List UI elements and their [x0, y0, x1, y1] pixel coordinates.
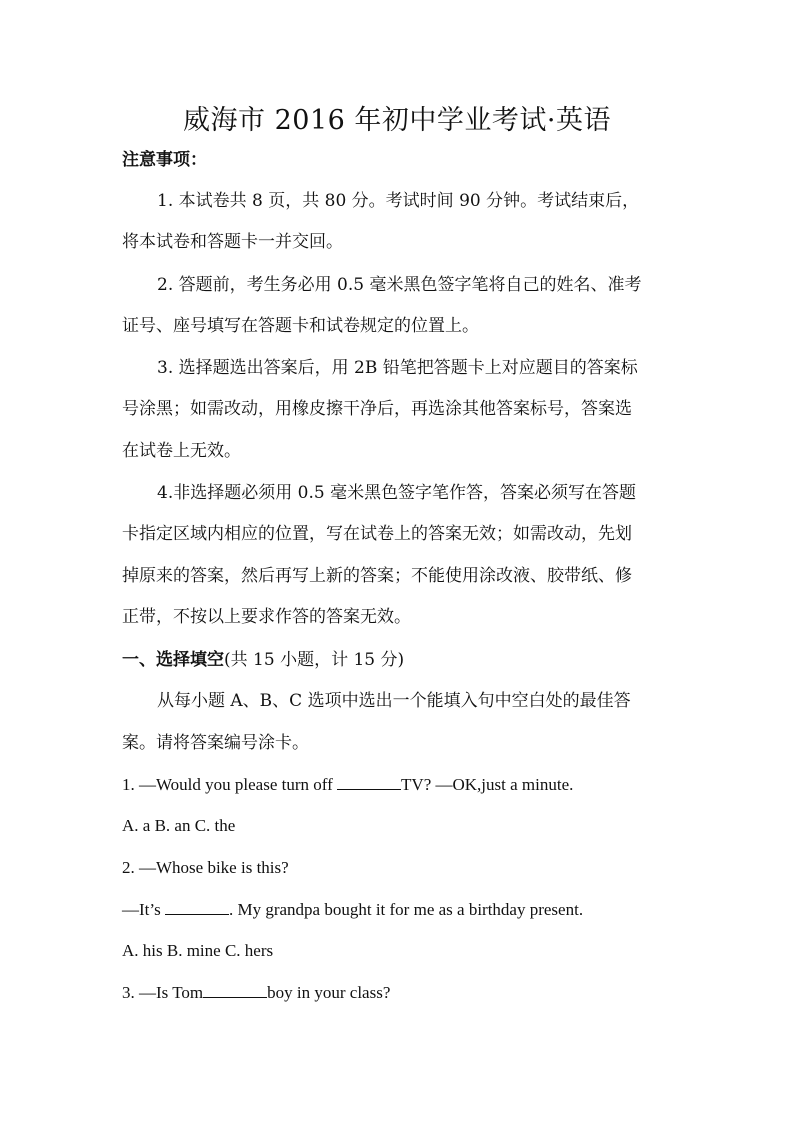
answer-blank — [337, 772, 401, 790]
section-heading — [122, 648, 404, 672]
notice-item-3-cont-1: 号涂黑；如需改动，用橡皮擦干净后，再选涂其他答案标号，答案选 — [122, 399, 632, 419]
question-1 — [122, 772, 573, 797]
notice-item-3: 3. 选择题选出答案后，用 2B 铅笔把答题卡上对应题目的答案标 — [157, 358, 638, 378]
question-2-stem-before: —It’s — [122, 900, 165, 919]
notice-heading: 注意事项： — [122, 150, 207, 170]
notice-item-4-cont-1: 卡指定区域内相应的位置，写在试卷上的答案无效；如需改动，先划 — [122, 524, 632, 544]
notice-item-3-cont-2: 在试卷上无效。 — [122, 441, 241, 461]
question-3-stem-after: boy in your class? — [267, 983, 391, 1002]
question-2-stem-after: . My grandpa bought it for me as a birthday present. — [228, 900, 584, 919]
notice-item-1: 1. 本试卷共 8 页，共 80 分。考试时间 90 分钟。考试结束后， — [157, 191, 640, 211]
section-instructions-cont: 案。请将答案编号涂卡。 — [122, 733, 309, 753]
notice-item-4: 4.非选择题必须用 0.5 毫米黑色签字笔作答，答案必须写在答题 — [157, 483, 637, 503]
page-title: 威海市 2016 年初中学业考试·英语 — [183, 105, 611, 136]
notice-item-2-cont: 证号、座号填写在答题卡和试卷规定的位置上。 — [122, 316, 479, 336]
notice-item-4-cont-2: 掉原来的答案，然后再写上新的答案；不能使用涂改液、胶带纸、修 — [122, 566, 632, 586]
question-3-stem-before: 3. —Is Tom — [122, 983, 204, 1002]
question-1-stem-after: TV? —OK,just a minute. — [401, 775, 574, 794]
notice-item-4-cont-3: 正带，不按以上要求作答的答案无效。 — [122, 607, 411, 627]
answer-blank — [165, 897, 229, 915]
notice-item-2: 2. 答题前，考生务必用 0.5 毫米黑色签字笔将自己的姓名、准考 — [157, 275, 642, 295]
question-2: 2. —Whose bike is this? — [122, 858, 289, 877]
section-heading-score: (共 15 小题，计 15 分) — [224, 650, 405, 670]
answer-blank — [203, 980, 267, 998]
question-2-response — [122, 897, 583, 922]
notice-item-1-cont: 将本试卷和答题卡一并交回。 — [122, 232, 343, 252]
section-instructions: 从每小题 A、B、C 选项中选出一个能填入句中空白处的最佳答 — [157, 691, 631, 711]
question-2-options: A. his B. mine C. hers — [122, 941, 274, 960]
question-1-stem-before: 1. —Would you please turn off — [122, 775, 338, 794]
question-1-options: A. a B. an C. the — [122, 816, 236, 835]
section-heading-label: 一、选择填空 — [122, 650, 224, 670]
question-3 — [122, 980, 390, 1005]
